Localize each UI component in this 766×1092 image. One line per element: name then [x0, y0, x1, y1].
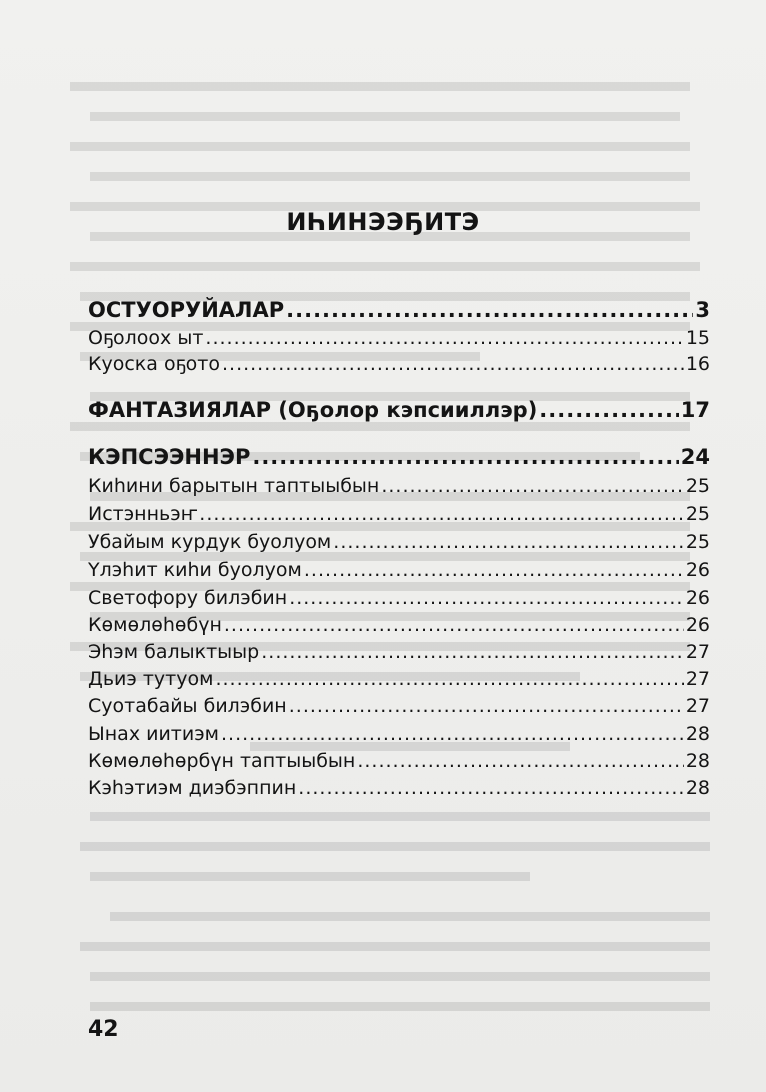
dot-leader — [333, 530, 684, 554]
toc-entry-page: 25 — [685, 475, 710, 497]
toc-entry-page: 28 — [685, 723, 710, 745]
toc-entry-label: ОСТУОРУЙАЛАР — [88, 298, 285, 322]
toc-entry — [88, 776, 710, 802]
dot-leader — [261, 640, 684, 664]
toc-entry — [88, 445, 710, 473]
toc-entry-label: Ынах иитиэм — [88, 723, 219, 745]
toc-entry — [88, 326, 710, 352]
toc-entry-label: Эһэм балыктыыр — [88, 641, 260, 663]
page-number: 42 — [88, 1017, 119, 1042]
toc-entry-page: 3 — [695, 298, 710, 322]
toc-title: ИҺИНЭЭҔИТЭ — [286, 208, 480, 236]
dot-leader — [221, 722, 684, 746]
toc-entry — [88, 667, 710, 693]
dot-leader — [289, 694, 684, 718]
toc-entry-label: КЭПСЭЭННЭР — [88, 445, 251, 469]
toc-entry-label: Кэһэтиэм диэбэппин — [88, 777, 297, 799]
toc-entry-label: ФАНТАЗИЯЛАР (Оҕолор кэпсииллэр) — [88, 398, 538, 422]
toc-entry-label: Светофору билэбин — [88, 587, 288, 609]
dot-leader — [357, 749, 683, 773]
toc-entry-label: Дьиэ тутуом — [88, 668, 214, 690]
toc-entry-page: 26 — [685, 559, 710, 581]
toc-entry — [88, 722, 710, 748]
toc-entry — [88, 694, 710, 720]
table-of-contents — [88, 0, 710, 1092]
toc-entry-label: Көмөлөһөрбүн таптыыбын — [88, 750, 356, 772]
toc-entry-label: Убайым курдук буолуом — [88, 531, 332, 553]
toc-entry-page: 26 — [685, 614, 710, 636]
dot-leader — [304, 558, 684, 582]
dot-leader — [215, 667, 683, 691]
dot-leader — [539, 398, 678, 422]
toc-entry-page: 27 — [685, 668, 710, 690]
toc-entry — [88, 298, 710, 326]
dot-leader — [289, 586, 684, 610]
dot-leader — [298, 776, 684, 800]
toc-entry-label: Оҕолоох ыт — [88, 327, 204, 349]
toc-entry-page: 15 — [685, 327, 710, 349]
dot-leader — [381, 474, 683, 498]
toc-entry-page: 27 — [685, 641, 710, 663]
toc-entry — [88, 352, 710, 378]
toc-entry — [88, 613, 710, 639]
toc-entry-label: Үлэһит киһи буолуом — [88, 559, 302, 581]
toc-entry-label: Киһини барытын таптыыбын — [88, 475, 380, 497]
dot-leader — [286, 298, 693, 322]
toc-entry-page: 17 — [680, 398, 710, 422]
toc-entry — [88, 530, 710, 556]
dot-leader — [222, 352, 684, 376]
toc-entry — [88, 586, 710, 612]
toc-entry-label: Суотабайы билэбин — [88, 695, 287, 717]
toc-entry-page: 27 — [685, 695, 710, 717]
toc-entry-page: 28 — [685, 750, 710, 772]
dot-leader — [252, 445, 678, 469]
toc-entry — [88, 749, 710, 775]
dot-leader — [224, 613, 684, 637]
toc-entry — [88, 640, 710, 666]
toc-entry-page: 25 — [685, 503, 710, 525]
toc-entry-page: 25 — [685, 531, 710, 553]
toc-entry-page: 16 — [685, 353, 710, 375]
toc-entry — [88, 558, 710, 584]
toc-entry — [88, 502, 710, 528]
toc-entry-page: 28 — [685, 777, 710, 799]
toc-entry-page: 26 — [685, 587, 710, 609]
toc-entry-label: Көмөлөһөбүн — [88, 614, 222, 636]
dot-leader — [205, 326, 683, 350]
toc-entry-label: Куоска оҕото — [88, 353, 220, 375]
toc-entry-page: 24 — [680, 445, 710, 469]
dot-leader — [199, 502, 684, 526]
toc-entry-label: Истэнньэҥ — [88, 503, 198, 525]
toc-entry — [88, 474, 710, 500]
toc-entry — [88, 398, 710, 426]
